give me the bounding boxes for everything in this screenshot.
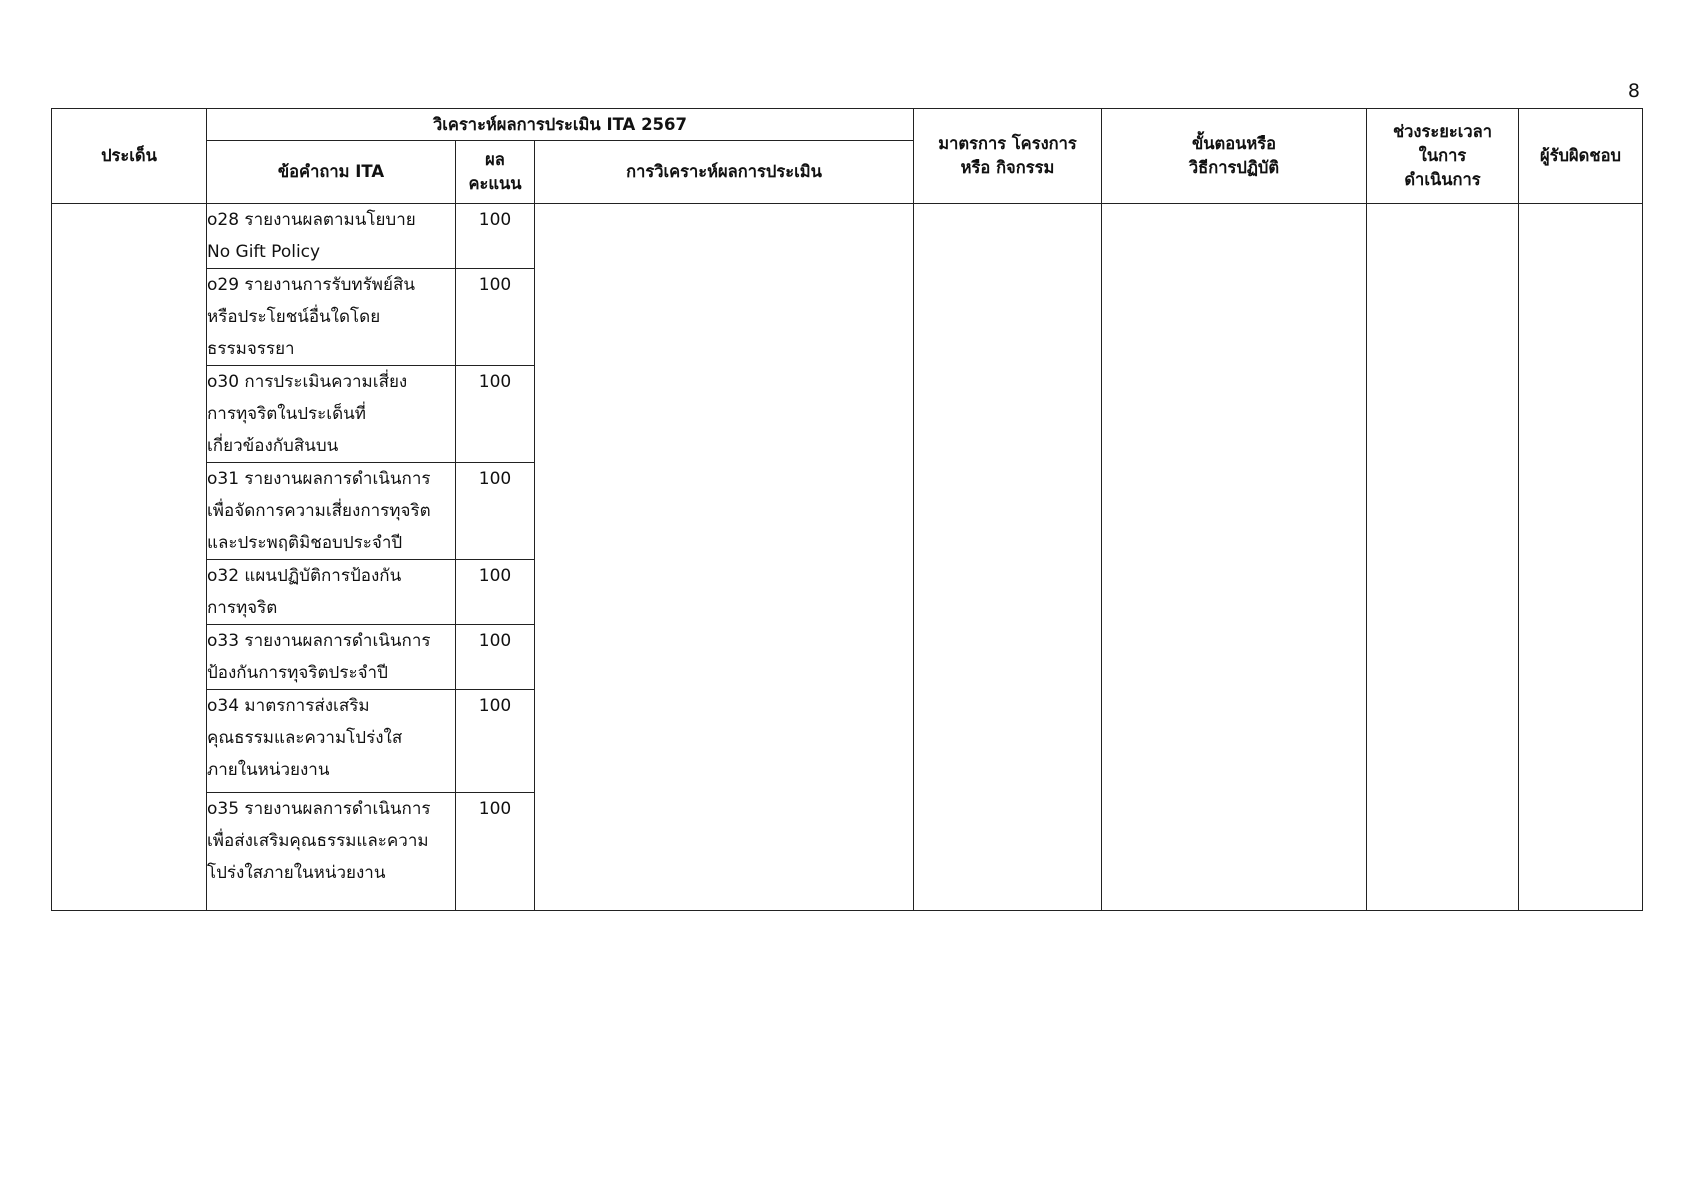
header-steps-line: ขั้นตอนหรือ [1191,134,1277,154]
question-line: o28 รายงานผลตามนโยบาย [207,210,416,230]
question-line: ธรรมจรรยา [207,339,295,359]
header-question [207,141,456,204]
header-responsible-text: ผู้รับผิดชอบ [1540,146,1621,166]
question-line: o31 รายงานผลการดำเนินการ [207,469,431,489]
score-cell: 100 [456,793,535,911]
question-line: หรือประโยชน์อื่นใดโดย [207,307,381,327]
header-steps-line: วิธีการปฏิบัติ [1188,158,1280,177]
header-score-line: ผล [485,150,505,170]
header-measure [914,109,1102,204]
question-line: การทุจริตในประเด็นที่ [207,404,366,424]
question-line: o34 มาตรการส่งเสริม [207,696,370,716]
score-cell: 100 [456,463,535,560]
question-line: o30 การประเมินความเสี่ยง [207,372,408,392]
question-line: และประพฤติมิชอบประจำปี [207,533,403,553]
question-line: ป้องกันการทุจริตประจำปี [207,663,388,683]
question-cell [207,204,456,269]
question-line: o32 แผนปฏิบัติการป้องกัน [207,566,402,586]
responsible-cell [1519,204,1643,911]
question-line: o29 รายงานการรับทรัพย์สิน [207,275,415,295]
score-cell: 100 [456,269,535,366]
issue-cell [52,204,207,911]
header-period-line: ดำเนินการ [1404,169,1481,189]
header-measure-line: หรือ กิจกรรม [960,158,1055,177]
page-number: 8 [1627,80,1640,102]
question-cell [207,625,456,690]
header-score-line: คะแนน [468,174,522,193]
period-cell [1367,204,1519,911]
question-line: ภายในหน่วยงาน [207,760,330,780]
question-cell [207,366,456,463]
question-line: โปร่งใสภายในหน่วยงาน [207,863,386,883]
question-line: o35 รายงานผลการดำเนินการ [207,799,431,819]
table-row [52,204,1643,269]
question-cell [207,463,456,560]
score-cell: 100 [456,366,535,463]
header-question-text: ข้อคำถาม ITA [277,162,385,182]
question-cell [207,793,456,911]
header-analysis-text: การวิเคราะห์ผลการประเมิน [626,162,822,182]
header-issue-text: ประเด็น [101,146,157,166]
steps-cell [1102,204,1367,911]
score-cell: 100 [456,204,535,269]
score-cell: 100 [456,690,535,793]
header-issue [52,109,207,204]
ita-analysis-table [51,108,1643,911]
header-score [456,141,535,204]
question-cell [207,690,456,793]
question-line: การทุจริต [207,598,278,618]
question-line: o33 รายงานผลการดำเนินการ [207,631,431,651]
score-cell: 100 [456,560,535,625]
header-responsible [1519,109,1643,204]
question-cell [207,560,456,625]
header-steps [1102,109,1367,204]
score-cell: 100 [456,625,535,690]
header-period [1367,109,1519,204]
measure-cell [914,204,1102,911]
question-cell [207,269,456,366]
header-period-line: ช่วงระยะเวลา [1392,122,1493,142]
header-measure-line: มาตรการ โครงการ [938,134,1077,154]
question-line: No Gift Policy [207,242,321,262]
header-analysis-group: วิเคราะห์ผลการประเมิน ITA 2567 [207,109,914,141]
question-line: คุณธรรมและความโปร่งใส [207,728,403,748]
analysis-cell [535,204,914,911]
question-line: เพื่อจัดการความเสี่ยงการทุจริต [207,501,431,521]
question-line: เพื่อส่งเสริมคุณธรรมและความ [207,831,429,851]
question-line: เกี่ยวข้องกับสินบน [207,436,339,456]
header-analysis [535,141,914,204]
header-period-line: ในการ [1418,146,1467,166]
